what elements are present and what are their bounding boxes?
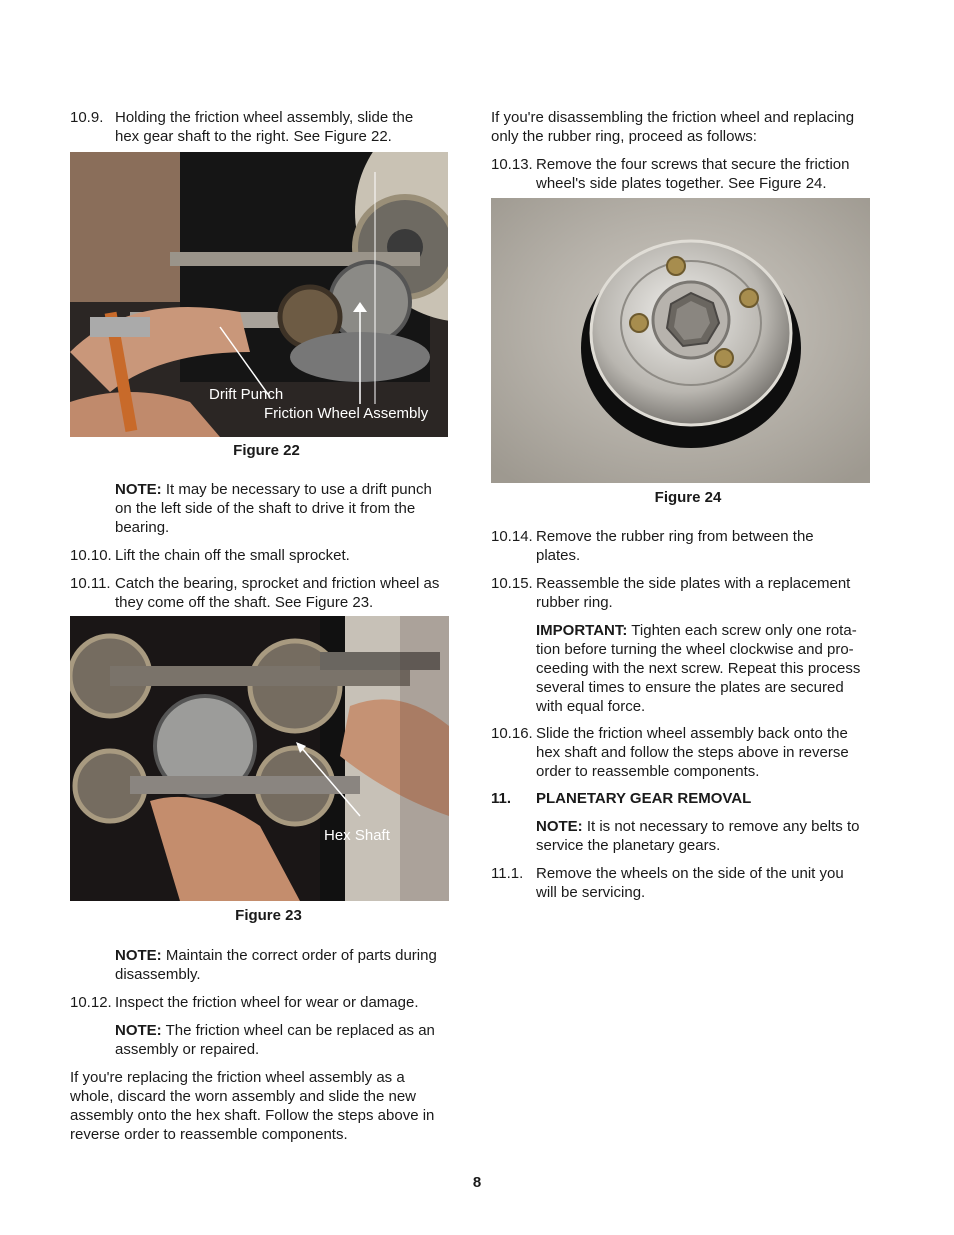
note-text: on the left side of the shaft to drive it from the: [115, 500, 416, 517]
note-text: service the planetary gears.: [536, 837, 721, 854]
paragraph-line: only the rubber ring, proceed as follows:: [491, 128, 757, 145]
step-text-line: plates.: [536, 547, 581, 564]
step-text-line: Lift the chain off the small sprocket.: [115, 547, 350, 564]
paragraph-line: reverse order to reassemble components.: [70, 1126, 348, 1143]
note-order-of-parts: [115, 946, 455, 984]
figure-22-caption: Figure 22: [233, 442, 300, 459]
section-title: PLANETARY GEAR REMOVAL: [536, 790, 752, 807]
step-number: 10.15.: [491, 575, 533, 592]
step-text-line: hex gear shaft to the right. See Figure 22.: [115, 128, 392, 145]
step-number: 10.13.: [491, 156, 533, 173]
figure-24-caption: Figure 24: [654, 489, 722, 506]
paragraph-replacing-assembly: [70, 1068, 460, 1144]
note-text: assembly or repaired.: [115, 1041, 260, 1058]
note-text: with equal force.: [536, 698, 646, 715]
note-label: NOTE:: [115, 481, 162, 498]
note-text: bearing.: [115, 519, 170, 536]
step-text-line: hex shaft and follow the steps above in reverse: [536, 744, 849, 761]
figure-23-illustration: [70, 616, 449, 901]
step-number: 10.9.: [70, 109, 104, 126]
label-hex-shaft: Hex Shaft: [324, 827, 390, 844]
step-text-line: they come off the shaft. See Figure 23.: [115, 594, 374, 611]
note-text: Tighten each screw only one rota-: [627, 622, 857, 639]
paragraph-line: If you're replacing the friction wheel assembly as a: [70, 1069, 405, 1086]
step-number: 10.14.: [491, 528, 533, 545]
label-friction-wheel-assembly: Friction Wheel Assembly: [264, 405, 429, 422]
paragraph-line: assembly onto the hex shaft. Follow the steps above in: [70, 1107, 435, 1124]
step-text-line: Remove the rubber ring from between the: [536, 528, 814, 545]
paragraph-line: If you're disassembling the friction wheel and replacing: [491, 109, 855, 126]
page-number: 8: [472, 1174, 482, 1191]
note-text: tion before turning the wheel clockwise and pro-: [536, 641, 854, 658]
paragraph-line: whole, discard the worn assembly and slide the new: [70, 1088, 417, 1105]
step-text-line: wheel's side plates together. See Figure 24.: [536, 175, 827, 192]
figure-24-illustration: [491, 198, 870, 483]
step-text-line: Reassemble the side plates with a replacement: [536, 575, 851, 592]
label-drift-punch: Drift Punch: [209, 386, 284, 403]
step-number: 11.1.: [491, 865, 524, 882]
section-number: 11.: [491, 790, 512, 807]
note-text: It is not necessary to remove any belts to: [582, 818, 860, 835]
note-text: ceeding with the next screw. Repeat this process: [536, 660, 861, 677]
note-text: several times to ensure the plates are secured: [536, 679, 844, 696]
step-number: 10.12.: [70, 994, 112, 1011]
note-friction-wheel-replace: [115, 1021, 455, 1059]
important-label: IMPORTANT:: [536, 622, 628, 639]
note-label: NOTE:: [115, 1022, 162, 1039]
note-drift-punch: [115, 480, 455, 537]
step-number: 10.11.: [70, 575, 111, 592]
step-text-line: rubber ring.: [536, 594, 613, 611]
note-text: It may be necessary to use a drift punch: [161, 481, 432, 498]
step-text-line: Catch the bearing, sprocket and friction wheel as: [115, 575, 440, 592]
step-text-line: Remove the four screws that secure the friction: [536, 156, 850, 173]
step-text-line: Holding the friction wheel assembly, slide the: [115, 109, 414, 126]
note-label: NOTE:: [115, 947, 162, 964]
step-text-line: order to reassemble components.: [536, 763, 760, 780]
step-text-line: Remove the wheels on the side of the unit you: [536, 865, 844, 882]
paragraph-intro-rubber-ring: [491, 108, 891, 146]
note-text: disassembly.: [115, 966, 201, 983]
step-text-line: will be servicing.: [536, 884, 646, 901]
note-text: Maintain the correct order of parts during: [161, 947, 437, 964]
step-text-line: Inspect the friction wheel for wear or damage.: [115, 994, 419, 1011]
note-belts: [536, 817, 881, 855]
important-note: [536, 621, 881, 716]
step-number: 10.16.: [491, 725, 533, 742]
figure-23-photo: [70, 616, 449, 901]
figure-22-photo: [70, 152, 448, 437]
note-text: The friction wheel can be replaced as an: [161, 1022, 435, 1039]
step-number: 10.10.: [70, 547, 112, 564]
figure-24-photo: [491, 198, 870, 483]
note-label: NOTE:: [536, 818, 583, 835]
figure-23-caption: Figure 23: [235, 907, 302, 924]
step-text-line: Slide the friction wheel assembly back onto the: [536, 725, 848, 742]
